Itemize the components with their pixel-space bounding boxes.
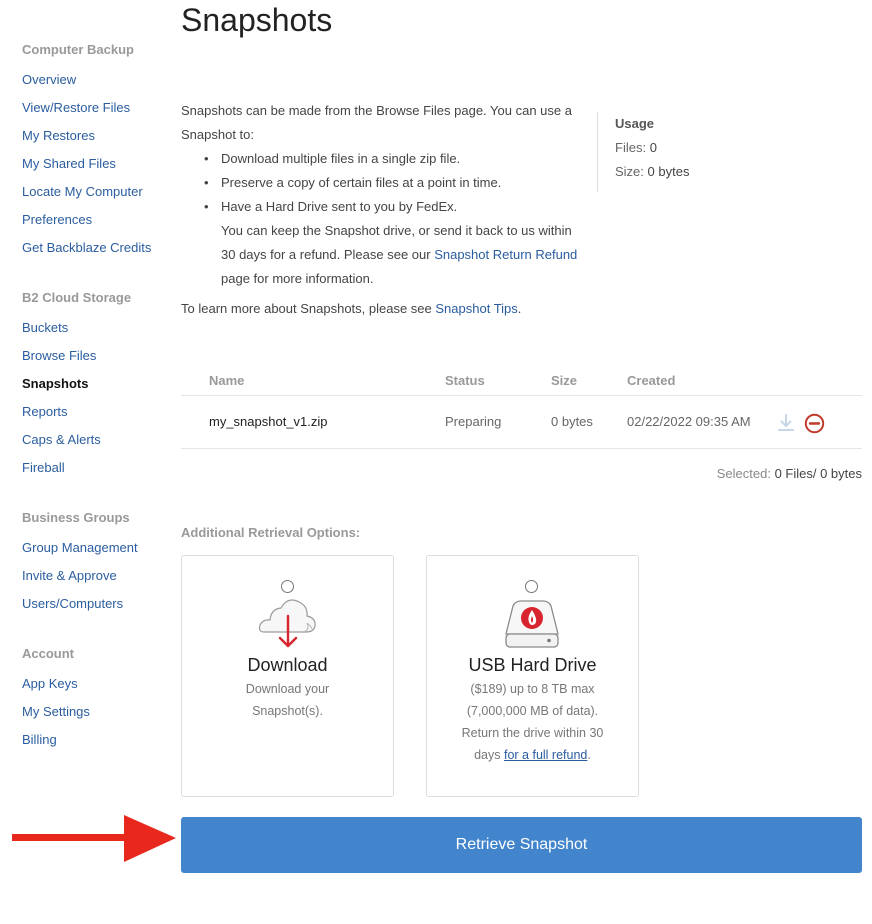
table-header-divider	[181, 395, 862, 396]
usb-drive-icon	[501, 598, 563, 652]
sidebar-item-my-settings[interactable]: My Settings	[22, 704, 90, 719]
remove-icon[interactable]	[804, 413, 825, 434]
column-header-status[interactable]: Status	[445, 373, 485, 388]
sidebar-item-preferences[interactable]: Preferences	[22, 212, 93, 227]
selected-label: Selected:	[716, 466, 771, 481]
tips-text: To learn more about Snapshots, please see	[181, 301, 436, 316]
usb-drive-radio[interactable]	[525, 580, 538, 593]
bullet-text: Download multiple files in a single zip file.	[221, 151, 461, 166]
sidebar-heading-computer-backup: Computer Backup	[22, 42, 134, 57]
usb-option-desc	[427, 678, 638, 766]
column-header-name[interactable]: Name	[209, 373, 245, 388]
sidebar-item-get-backblaze-credits[interactable]: Get Backblaze Credits	[22, 240, 152, 255]
snapshot-size: 0 bytes	[551, 414, 593, 429]
usage-size	[615, 160, 747, 184]
sidebar-heading-business-groups: Business Groups	[22, 510, 130, 525]
bullet-icon: •	[204, 175, 209, 190]
sidebar-item-locate-my-computer[interactable]: Locate My Computer	[22, 184, 143, 199]
snapshot-created: 02/22/2022 09:35 AM	[627, 414, 751, 429]
bullet-icon: •	[204, 199, 209, 214]
selection-summary	[717, 466, 862, 481]
sidebar-item-group-management[interactable]: Group Management	[22, 540, 138, 555]
intro-list	[181, 147, 581, 291]
intro-bullet-3	[204, 195, 581, 291]
snapshot-return-refund-link[interactable]: Snapshot Return Refund	[434, 247, 578, 262]
sidebar-item-users-computers[interactable]: Users/Computers	[22, 596, 124, 611]
sidebar-item-invite-approve[interactable]: Invite & Approve	[22, 568, 117, 583]
snapshot-name[interactable]: my_snapshot_v1.zip	[209, 414, 328, 429]
full-refund-link[interactable]: for a full refund	[504, 748, 588, 762]
bullet-text: Preserve a copy of certain files at a point in time.	[221, 175, 502, 190]
download-icon[interactable]	[777, 413, 795, 433]
download-option-desc: Download your Snapshot(s).	[245, 682, 330, 718]
snapshot-status: Preparing	[445, 414, 502, 429]
selected-value: 0 Files/ 0 bytes	[774, 466, 862, 481]
sidebar-item-reports[interactable]: Reports	[22, 404, 68, 419]
sidebar-item-buckets[interactable]: Buckets	[22, 320, 69, 335]
bullet-icon: •	[204, 151, 209, 166]
sidebar-heading-account: Account	[22, 646, 74, 661]
arrow-pointer-icon	[10, 812, 178, 866]
sidebar	[0, 0, 175, 924]
usage-panel	[597, 112, 747, 192]
sidebar-item-billing[interactable]: Billing	[22, 732, 57, 747]
column-header-size[interactable]: Size	[551, 373, 578, 388]
download-option-title: Download	[247, 655, 328, 675]
usage-size-label: Size:	[615, 164, 644, 179]
intro-text	[181, 99, 581, 291]
intro-bullet-2	[204, 171, 581, 195]
table-row-divider	[181, 448, 862, 449]
sidebar-item-browse-files[interactable]: Browse Files	[22, 348, 97, 363]
retrieval-options-title: Additional Retrieval Options:	[181, 525, 361, 540]
download-radio[interactable]	[281, 580, 294, 593]
option-usb-drive-card[interactable]	[426, 555, 639, 797]
sidebar-heading-b2-cloud-storage: B2 Cloud Storage	[22, 290, 132, 305]
sidebar-item-app-keys[interactable]: App Keys	[22, 676, 78, 691]
tips-end: .	[517, 301, 522, 316]
snapshot-tips-text	[181, 301, 521, 316]
usb-option-title: USB Hard Drive	[468, 655, 597, 675]
page-title: Snapshots	[181, 2, 333, 38]
sidebar-item-view-restore-files[interactable]: View/Restore Files	[22, 100, 131, 115]
sidebar-item-my-shared-files[interactable]: My Shared Files	[22, 156, 116, 171]
snapshot-tips-link[interactable]: Snapshot Tips	[435, 301, 518, 316]
usb-option-desc-text: ($189) up to 8 TB max (7,000,000 MB of data). Return the drive within 30 days	[461, 682, 604, 762]
bullet-subtext: You can keep the Snapshot drive, or send it back to us within 30 days for a refund. Please see our	[221, 223, 572, 262]
bullet-subtext-end: page for more information.	[221, 271, 374, 286]
usage-files-value: 0	[649, 140, 657, 155]
usage-title: Usage	[615, 116, 655, 131]
option-download-card[interactable]	[181, 555, 394, 797]
intro-paragraph: Snapshots can be made from the Browse Files page. You can use a Snapshot to:	[181, 103, 572, 142]
sidebar-item-overview[interactable]: Overview	[22, 72, 77, 87]
sidebar-item-fireball[interactable]: Fireball	[22, 460, 65, 475]
usage-size-value: 0 bytes	[647, 164, 690, 179]
usage-files	[615, 136, 747, 160]
column-header-created[interactable]: Created	[627, 373, 676, 388]
usage-files-label: Files:	[615, 140, 647, 155]
retrieve-snapshot-button[interactable]: Retrieve Snapshot	[181, 817, 862, 873]
sidebar-item-snapshots[interactable]: Snapshots	[22, 376, 89, 391]
sidebar-item-caps-alerts[interactable]: Caps & Alerts	[22, 432, 101, 447]
bullet-text: Have a Hard Drive sent to you by FedEx.	[221, 199, 458, 214]
usb-option-desc-end: .	[587, 748, 591, 762]
sidebar-item-my-restores[interactable]: My Restores	[22, 128, 95, 143]
intro-bullet-1	[204, 147, 581, 171]
cloud-download-icon	[258, 596, 318, 652]
